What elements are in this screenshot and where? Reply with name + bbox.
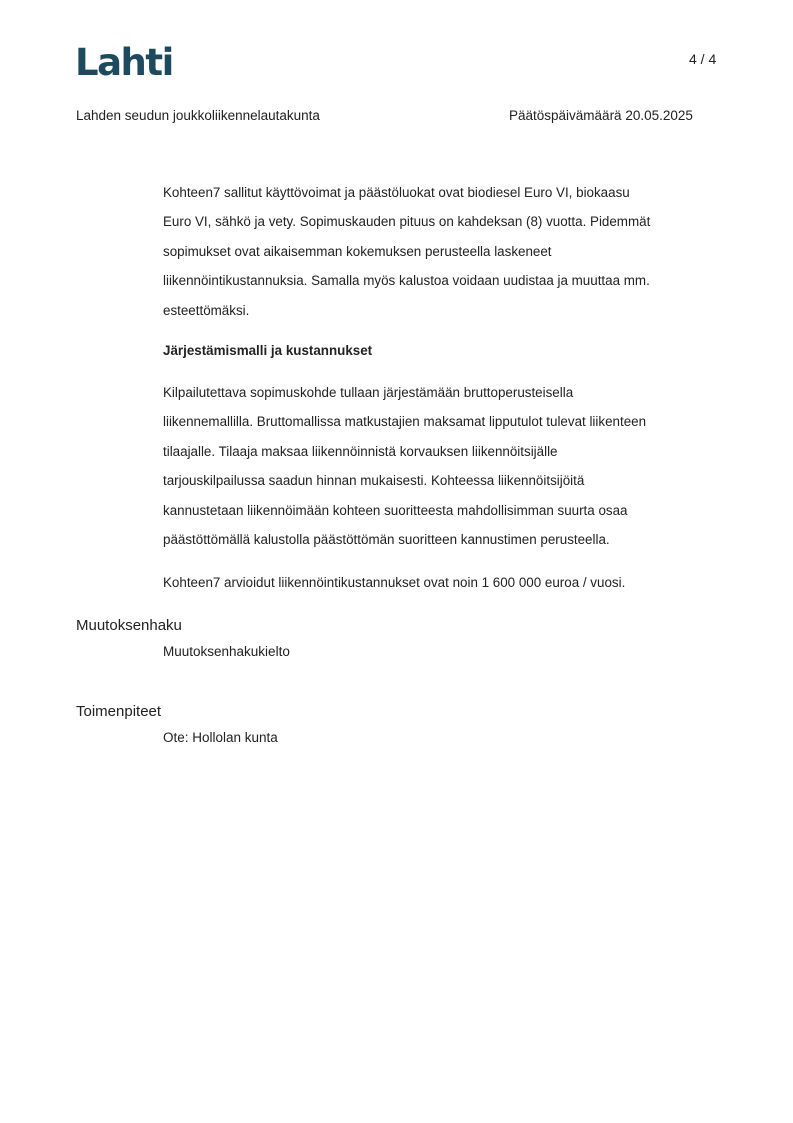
- appeal-title: Muutoksenhaku: [76, 617, 182, 634]
- text-line: liikennemallilla. Bruttomallissa matkustajien maksamat lipputulot tulevat liikenteen: [163, 414, 647, 430]
- text-line: tarjouskilpailussa saadun hinnan mukaisesti. Kohteessa liikennöitsijöitä: [163, 473, 585, 489]
- text-line: sopimukset ovat aikaisemman kokemuksen perusteella laskeneet: [163, 243, 552, 259]
- text-line: Kilpailutettava sopimuskohde tullaan järjestämään bruttoperusteisella: [163, 385, 574, 401]
- decision-date: Päätöspäivämäärä 20.05.2025: [509, 108, 693, 123]
- text-line: päästöttömällä kalustolla päästöttömän suoritteen kannustimen perusteella.: [163, 532, 610, 548]
- page-number: 4 / 4: [689, 51, 717, 67]
- organization-name: Lahden seudun joukkoliikennelautakunta: [76, 108, 320, 123]
- section-heading: Järjestämismalli ja kustannukset: [163, 343, 373, 359]
- text-line: Kohteen7 sallitut käyttövoimat ja päästöluokat ovat biodiesel Euro VI, biokaasu: [163, 185, 630, 200]
- text-line: esteettömäksi.: [163, 302, 250, 318]
- text-line: Euro VI, sähkö ja vety. Sopimuskauden pituus on kahdeksan (8) vuotta. Pidemmät: [163, 214, 651, 230]
- text-line: kannustetaan liikennöimään kohteen suoritteesta mahdollisimman suurta osaa: [163, 502, 628, 518]
- paragraph-cost-estimate: Kohteen7 arvioidut liikennöintikustannukset ovat noin 1 600 000 euroa / vuosi.: [163, 574, 626, 590]
- paragraph-fuel-and-contract: [163, 178, 723, 325]
- document-body: [163, 178, 723, 597]
- actions-title: Toimenpiteet: [76, 703, 162, 720]
- lahti-logo: Lahti: [75, 41, 173, 84]
- paragraph-gross-model: [163, 378, 723, 554]
- actions-value: Ote: Hollolan kunta: [163, 730, 278, 745]
- text-line: tilaajalle. Tilaaja maksaa liikennöinnistä korvauksen liikennöitsijälle: [163, 443, 558, 459]
- text-line: liikennöintikustannuksia. Samalla myös kalustoa voidaan uudistaa ja muuttaa mm.: [163, 273, 650, 289]
- appeal-value: Muutoksenhakukielto: [163, 644, 290, 659]
